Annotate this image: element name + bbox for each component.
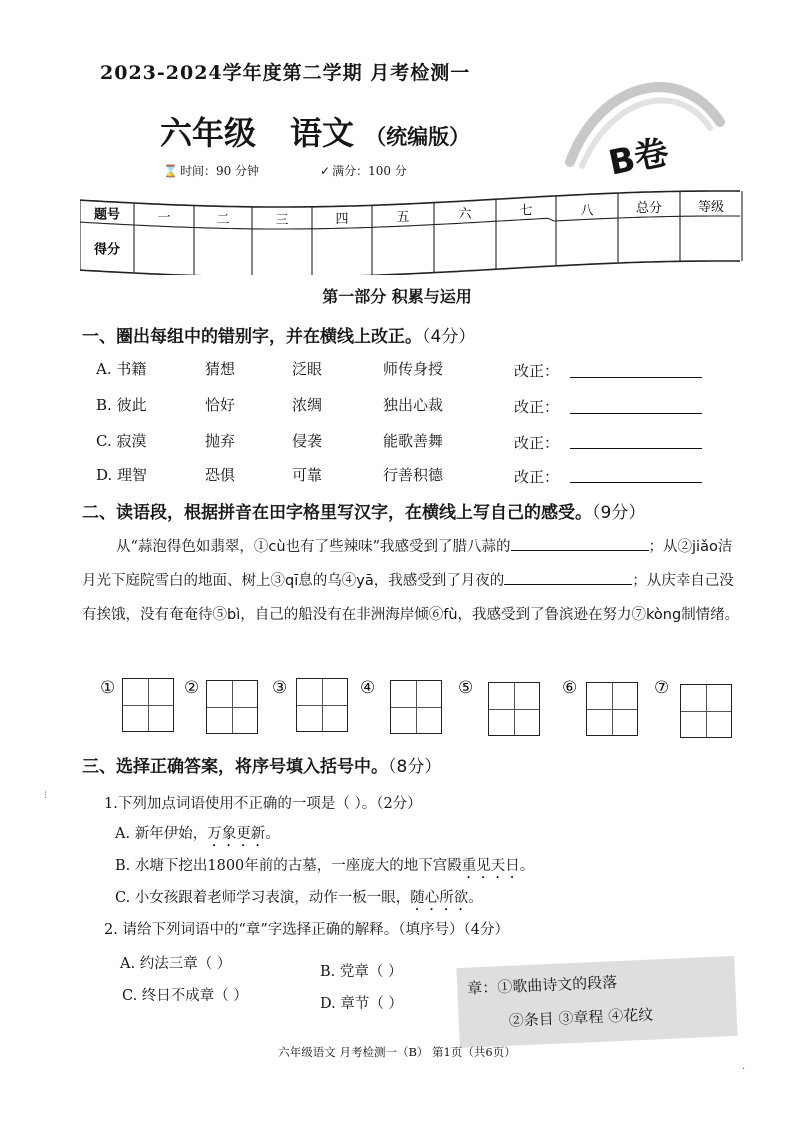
q1-row-4: [96, 464, 147, 485]
grade-label: 六年级: [160, 114, 257, 152]
option-a-pre: A. 新年伊始，: [115, 826, 208, 842]
column-header: 二: [216, 212, 230, 228]
score-cell[interactable]: [436, 227, 494, 267]
q1-row-letter: D.: [96, 466, 118, 484]
q1-word[interactable]: 理智: [117, 466, 148, 484]
question-3-text: 三、选择正确答案，将序号填入括号中。: [82, 757, 388, 777]
score-cell[interactable]: [196, 232, 250, 272]
score-table: [80, 175, 744, 275]
column-header: 八: [580, 203, 594, 219]
sub-question-1-stem: 1.下列加点词语使用不正确的一项是（ ）。（2分）: [104, 796, 422, 812]
q1-row-letter: C.: [96, 432, 117, 450]
pinyin-1: cù: [268, 539, 286, 555]
correction-label: 改正：: [514, 468, 560, 486]
score-cell[interactable]: [254, 233, 310, 273]
column-header: 三: [275, 212, 289, 228]
option-b-post: 。: [519, 858, 535, 874]
passage-seg: ；从②: [648, 539, 693, 555]
sub2-option-b[interactable]: B. 党章（ ）: [320, 964, 403, 980]
option-a[interactable]: [115, 822, 280, 850]
question-1-text: 一、圈出每组中的错别字，并在横线上改正。: [82, 327, 422, 347]
score-cell[interactable]: [682, 220, 740, 260]
pinyin-4: yā: [356, 573, 374, 589]
correction-blank[interactable]: [570, 412, 702, 414]
q1-row-3: [96, 430, 147, 451]
hourglass-icon: ⌛: [163, 164, 178, 178]
q1-word[interactable]: 恰好: [205, 396, 236, 414]
definition-note: [456, 956, 737, 1048]
passage-seg: ，我感受到了月夜的: [373, 573, 505, 589]
question-1-title: [82, 322, 475, 347]
pinyin-3: qī: [285, 573, 299, 589]
correction-label: 改正：: [514, 398, 560, 416]
q1-row-letter: B.: [96, 396, 117, 414]
grid-number-5: ⑤: [458, 678, 474, 698]
corner-dot: ·: [742, 1064, 746, 1075]
page-footer: 六年级语文 月考检测一（B） 第1页（共6页）: [278, 1045, 516, 1059]
score-cell[interactable]: [136, 230, 192, 270]
score-cell[interactable]: [314, 232, 370, 272]
grid-number-2: ②: [184, 678, 200, 698]
subject-label: 语文: [290, 114, 355, 152]
exam-title: 2023-2024学年度第二学期 月考检测一: [100, 62, 471, 84]
time-label: 时间：90 分钟: [179, 164, 260, 178]
option-a-post: 。: [265, 826, 280, 842]
option-a-dotted: 万象更新: [207, 826, 266, 842]
column-header: 六: [458, 206, 472, 222]
option-c-pre: C. 小女孩跟着老师学习表演，动作一板一眼，: [115, 890, 411, 906]
edition-label: （统编版）: [365, 124, 471, 149]
row-label-question-no: 题号: [93, 207, 121, 223]
feeling-blank-2[interactable]: [504, 570, 632, 585]
full-score-label: 满分：100 分: [332, 164, 407, 178]
q1-word[interactable]: 侵袭: [292, 432, 323, 450]
passage-seg: 从“蒜泡得色如翡翠，①: [116, 539, 269, 555]
q1-word[interactable]: 猜想: [205, 360, 236, 378]
correction-blank[interactable]: [570, 376, 702, 378]
paper-version-mark: B卷: [605, 132, 673, 184]
check-circle-icon: ✓: [320, 164, 331, 178]
correction-blank[interactable]: [570, 447, 702, 449]
question-2-text: 二、读语段，根据拼音在田字格里写汉字，在横线上写自己的感受。: [82, 503, 592, 523]
score-cell[interactable]: [374, 230, 432, 270]
q1-word[interactable]: 师传身授: [383, 360, 444, 378]
sub-question-2-stem: 2. 请给下列词语中的“章”字选择正确的解释。（填序号）（4分）: [104, 922, 509, 938]
q1-word[interactable]: 泛眼: [292, 360, 323, 378]
grid-number-3: ③: [272, 678, 288, 698]
option-c-post: 。: [468, 890, 483, 906]
q1-row-2: [96, 394, 147, 415]
question-2-passage: [82, 530, 742, 632]
score-cell[interactable]: [498, 224, 554, 264]
binding-mark: ⁝: [44, 790, 48, 801]
pinyin-2: jiǎo: [692, 539, 718, 555]
q1-word[interactable]: 能歌善舞: [383, 432, 444, 450]
score-cell[interactable]: [620, 221, 678, 261]
tian-grid-5[interactable]: [488, 682, 540, 736]
score-cell[interactable]: [558, 223, 616, 263]
correction-label: 改正：: [514, 362, 560, 380]
q1-word[interactable]: 书籍: [116, 360, 147, 378]
correction-label: 改正：: [514, 434, 560, 452]
question-2-points: （9分）: [592, 503, 646, 523]
definition-line-1: 章：①歌曲诗文的段落: [466, 973, 618, 998]
column-header: 一: [157, 210, 171, 226]
passage-seg: 洁月光下庭院雪白的地面、树上③: [82, 539, 733, 589]
q1-word[interactable]: 彼此: [116, 396, 147, 414]
q1-word[interactable]: 恐俱: [205, 466, 236, 484]
column-header: 七: [519, 203, 533, 219]
grid-number-1: ①: [100, 678, 116, 698]
tian-grid-2[interactable]: [206, 680, 258, 734]
pinyin-7: kòng: [646, 607, 682, 623]
question-2-title: [82, 498, 645, 523]
q1-row-letter: A.: [96, 360, 117, 378]
q1-word[interactable]: 可靠: [292, 466, 323, 484]
option-c-dotted: 随心所欲: [410, 890, 469, 906]
passage-seg: ；从庆幸自己没有挨饿，没有奄奄待⑤: [82, 573, 734, 623]
definition-line-2: ②条目 ③章程 ④花纹: [508, 1005, 654, 1030]
row-label-score: 得分: [93, 242, 121, 258]
pinyin-6: fù: [443, 607, 458, 623]
column-header: 等级: [697, 200, 725, 216]
q1-word[interactable]: 寂漠: [116, 432, 147, 450]
passage-seg: ，自己的船没有在非洲海岸倾⑥: [240, 607, 444, 623]
question-3-title: [82, 752, 441, 777]
tian-grid-7[interactable]: [680, 684, 732, 738]
column-header: 总分: [635, 201, 663, 217]
q1-word[interactable]: 抛弃: [205, 432, 236, 450]
passage-seg: 也有了些辣味”我感受到了腊八蒜的: [285, 539, 511, 555]
tian-grid-3[interactable]: [296, 678, 348, 732]
feeling-blank-1b[interactable]: [583, 536, 649, 551]
option-b-pre: B. 水塘下挖出1800年前的古墓，一座庞大的地下宫殿: [115, 858, 462, 874]
sub2-option-d[interactable]: D. 章节（ ）: [320, 996, 403, 1012]
grid-number-7: ⑦: [654, 678, 670, 698]
pinyin-5: bì: [227, 607, 241, 623]
part-title: 第一部分 积累与运用: [322, 287, 472, 306]
grid-number-4: ④: [360, 678, 376, 698]
passage-seg: 制情绪。: [681, 607, 740, 623]
tian-grid-1[interactable]: [122, 678, 174, 732]
subject-heading: [160, 108, 470, 154]
grid-number-6: ⑥: [562, 678, 578, 698]
sub2-option-a[interactable]: A. 约法三章（ ）: [120, 956, 232, 972]
question-1-points: （4分）: [422, 327, 476, 347]
passage-seg: ，我感受到了鲁滨逊在努力⑦: [457, 607, 647, 623]
option-b[interactable]: [115, 854, 534, 882]
tian-grid-4[interactable]: [390, 680, 442, 734]
passage-seg: 息的乌④: [298, 573, 357, 589]
q1-word[interactable]: 独出心裁: [383, 396, 444, 414]
correction-blank[interactable]: [570, 481, 702, 483]
question-3-points: （8分）: [388, 757, 442, 777]
sub2-option-c[interactable]: C. 终日不成章（ ）: [122, 988, 248, 1004]
column-header: 四: [335, 212, 349, 228]
option-c[interactable]: [115, 886, 483, 914]
feeling-blank-1[interactable]: [511, 536, 583, 551]
q1-word[interactable]: 浓绸: [292, 396, 323, 414]
q1-row-1: [96, 358, 146, 379]
tian-grid-6[interactable]: [586, 682, 638, 736]
option-b-dotted: 重见天日: [461, 858, 520, 874]
column-header: 五: [396, 210, 410, 226]
q1-word[interactable]: 行善积德: [383, 466, 444, 484]
